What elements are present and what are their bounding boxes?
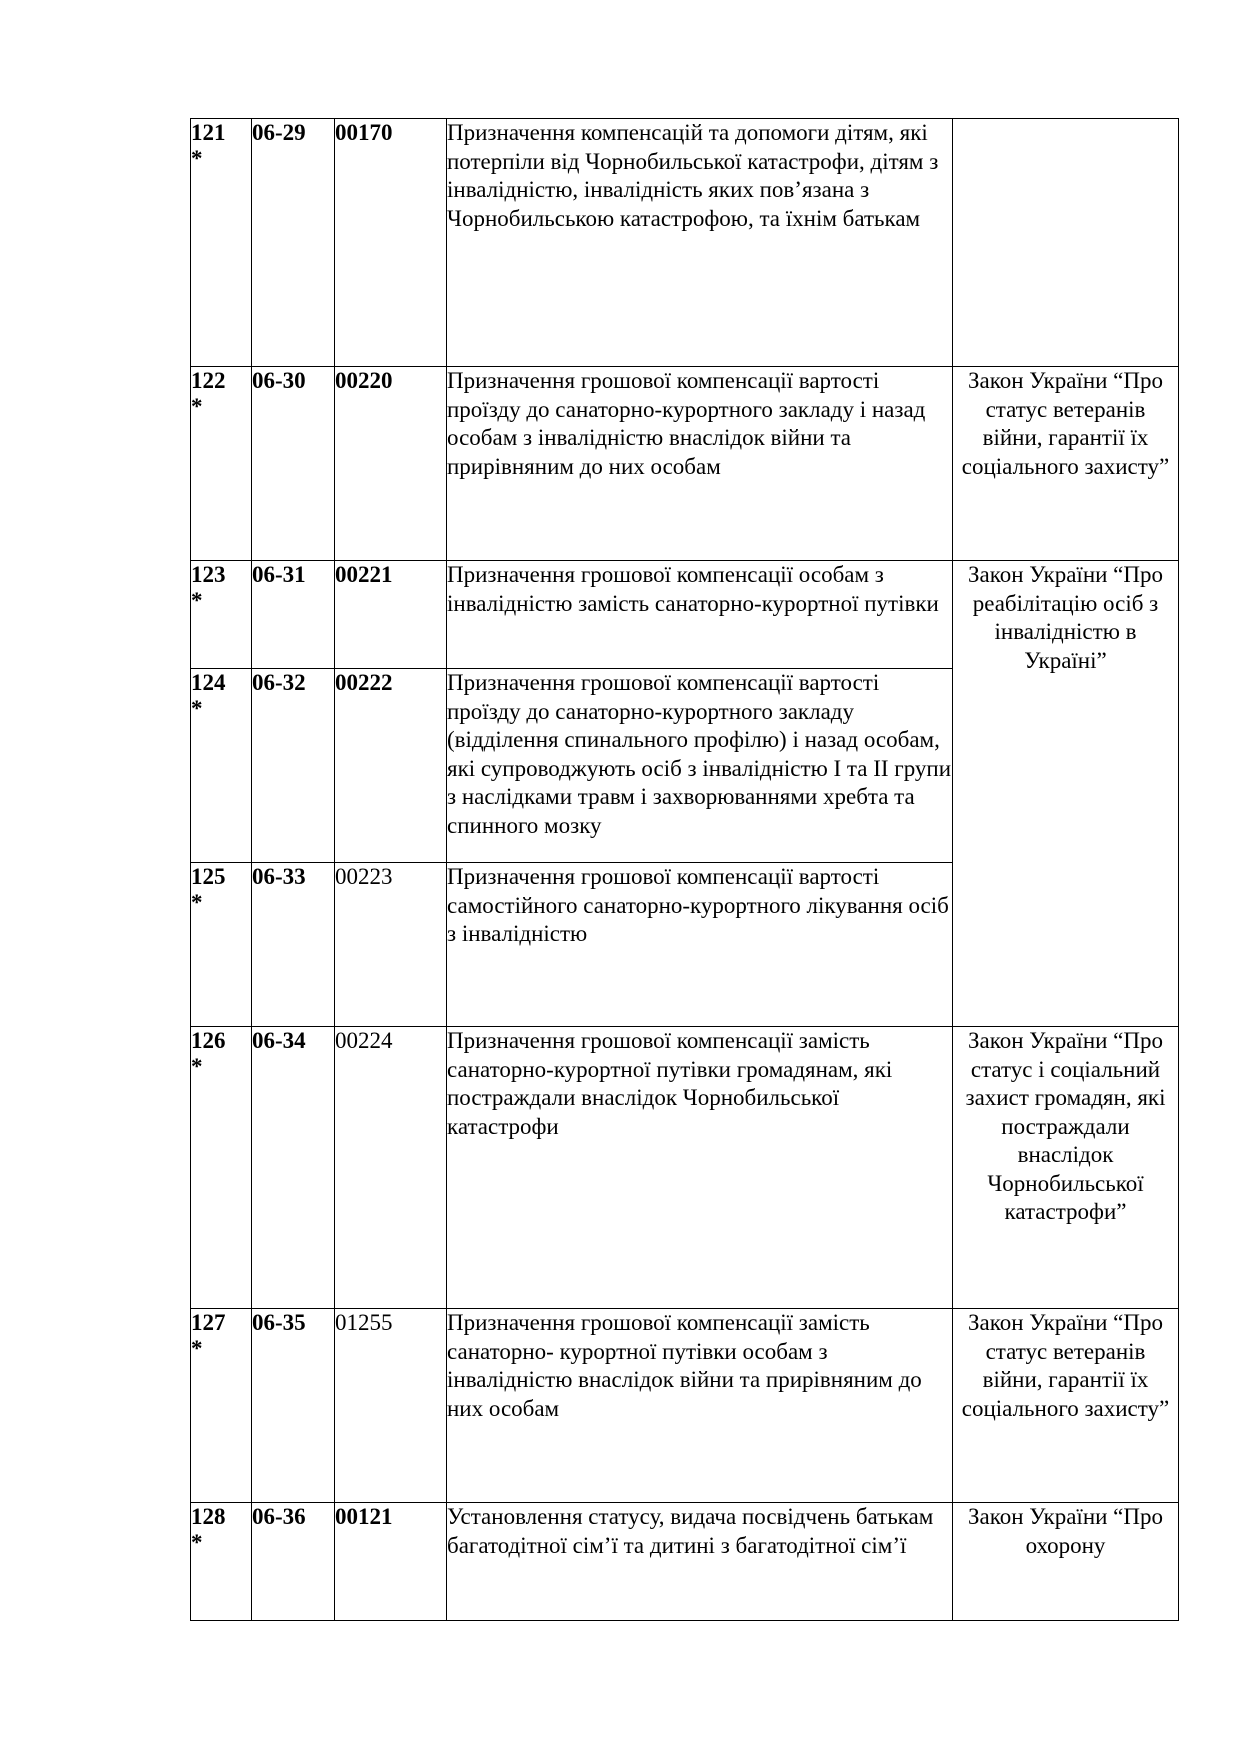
service-id: 00221 [335, 561, 447, 669]
service-code: 06-35 [252, 1309, 335, 1503]
service-description: Установлення статусу, видача посвідчень батькам багатодітної сім’ї та дитині з багатодітної сім’ї [447, 1503, 953, 1621]
row-number: 126 [191, 1028, 226, 1053]
service-description: Призначення грошової компенсації вартості проїзду до санаторно-курортного закладу (відділення спинального профілю) і назад особам, які супроводжують осіб з інвалідністю I та II групи з наслідками травм і захворюваннями хребта та спинного мозку [447, 669, 953, 863]
service-id: 01255 [335, 1309, 447, 1503]
row-number-cell [191, 1027, 252, 1309]
service-id: 00224 [335, 1027, 447, 1309]
row-number: 123 [191, 562, 226, 587]
service-code: 06-32 [252, 669, 335, 863]
legal-basis: Закон України “Про статус і соціальний захист громадян, які постраждали внаслідок Чорнобильської катастрофи” [953, 1027, 1179, 1309]
legal-basis: Закон України “Про статус ветеранів війни, гарантії їх соціального захисту” [953, 367, 1179, 561]
service-id: 00170 [335, 119, 447, 367]
service-id: 00223 [335, 863, 447, 1027]
row-number-cell [191, 1503, 252, 1621]
row-mark: * [191, 1335, 203, 1361]
service-id: 00121 [335, 1503, 447, 1621]
service-description: Призначення компенсацій та допомоги дітям, які потерпіли від Чорнобильської катастрофи, дітям з інвалідністю, інвалідність яких пов’язана з Чорнобильською катастрофою, та їхнім батькам [447, 119, 953, 367]
row-number: 122 [191, 368, 226, 393]
service-id: 00220 [335, 367, 447, 561]
row-number-cell [191, 863, 252, 1027]
table-row [191, 561, 1179, 669]
table-row [191, 1503, 1179, 1621]
row-mark: * [191, 145, 203, 171]
service-code: 06-34 [252, 1027, 335, 1309]
service-code: 06-33 [252, 863, 335, 1027]
row-number-cell [191, 119, 252, 367]
service-code: 06-36 [252, 1503, 335, 1621]
services-table [190, 118, 1179, 1621]
legal-basis: Закон України “Про статус ветеранів війни, гарантії їх соціального захисту” [953, 1309, 1179, 1503]
legal-basis: Закон України “Про охорону [953, 1503, 1179, 1621]
row-number: 124 [191, 670, 226, 695]
row-mark: * [191, 889, 203, 915]
service-description: Призначення грошової компенсації особам з інвалідністю замість санаторно-курортної путівки [447, 561, 953, 669]
service-id: 00222 [335, 669, 447, 863]
service-code: 06-29 [252, 119, 335, 367]
row-mark: * [191, 1053, 203, 1079]
row-mark: * [191, 1529, 203, 1555]
row-number-cell [191, 669, 252, 863]
row-number-cell [191, 1309, 252, 1503]
service-code: 06-31 [252, 561, 335, 669]
table-row [191, 1027, 1179, 1309]
row-number: 128 [191, 1504, 226, 1529]
service-description: Призначення грошової компенсації вартості самостійного санаторно-курортного лікування осіб з інвалідністю [447, 863, 953, 1027]
service-description: Призначення грошової компенсації вартості проїзду до санаторно-курортного закладу і назад особам з інвалідністю внаслідок війни та прирівняним до них особам [447, 367, 953, 561]
row-number: 121 [191, 120, 226, 145]
row-number-cell [191, 367, 252, 561]
row-mark: * [191, 393, 203, 419]
row-mark: * [191, 695, 203, 721]
service-code: 06-30 [252, 367, 335, 561]
table-row [191, 119, 1179, 367]
row-number: 125 [191, 864, 226, 889]
legal-basis: Закон України “Про реабілітацію осіб з інвалідністю в Україні” [953, 561, 1179, 1027]
legal-basis [953, 119, 1179, 367]
service-description: Призначення грошової компенсації замість санаторно- курортної путівки особам з інвалідністю внаслідок війни та прирівняним до них особам [447, 1309, 953, 1503]
row-number-cell [191, 561, 252, 669]
table-row [191, 367, 1179, 561]
table-row [191, 1309, 1179, 1503]
row-mark: * [191, 587, 203, 613]
service-description: Призначення грошової компенсації замість санаторно-курортної путівки громадянам, які постраждали внаслідок Чорнобильської катастрофи [447, 1027, 953, 1309]
row-number: 127 [191, 1310, 226, 1335]
